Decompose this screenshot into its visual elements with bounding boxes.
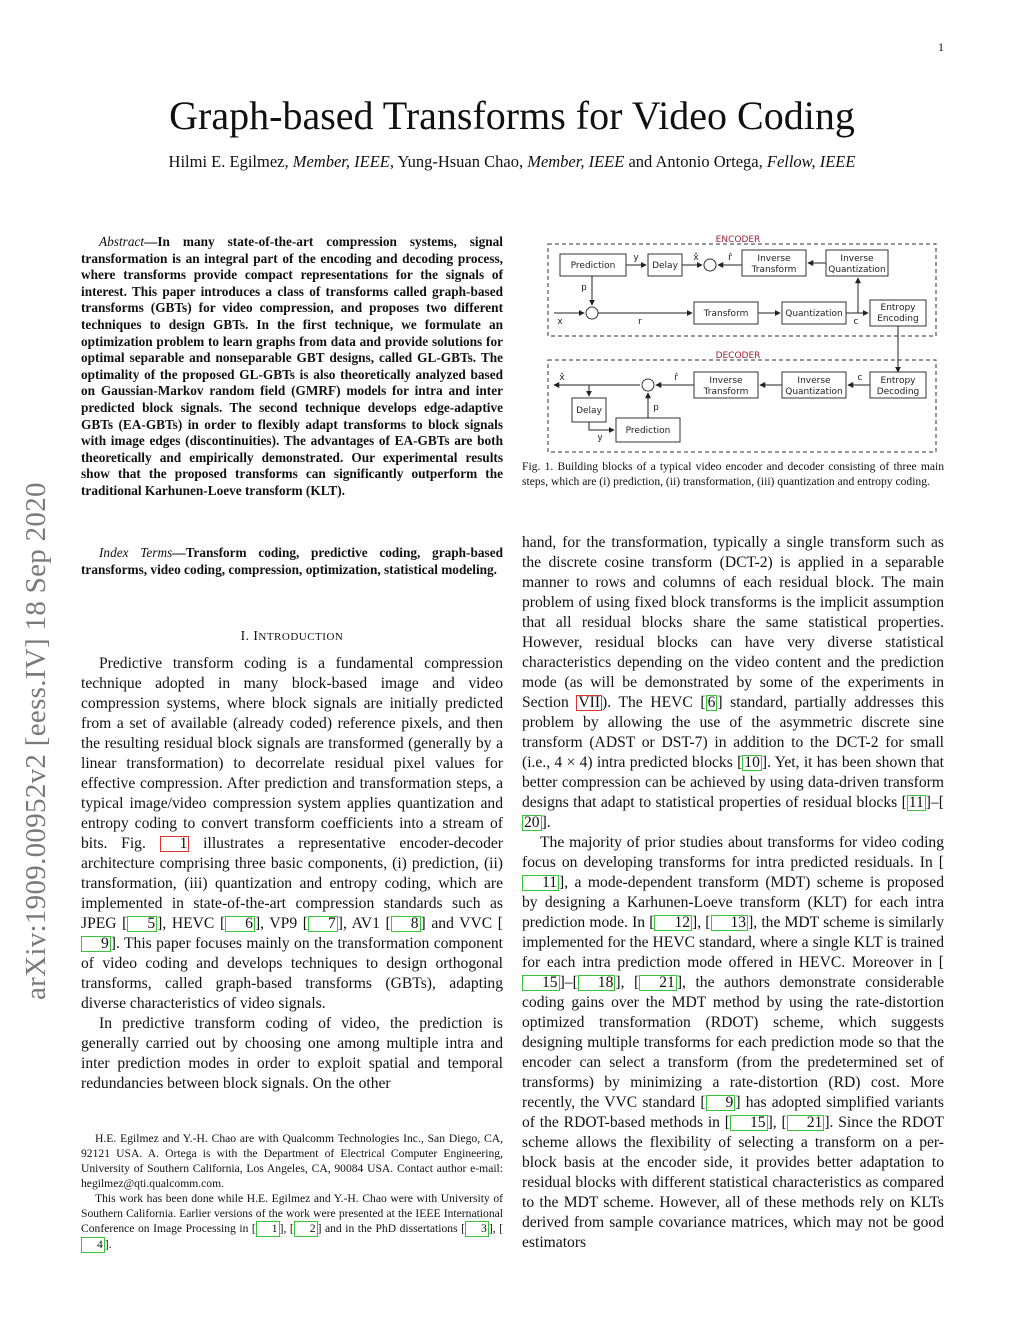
enc-sym-x: x bbox=[557, 317, 563, 327]
footnote bbox=[81, 1131, 503, 1253]
enc-inv-transform-label-1: Inverse bbox=[757, 254, 791, 264]
citation-link[interactable]: 6 bbox=[707, 694, 716, 711]
dec-entropy-label-1: Entropy bbox=[880, 376, 916, 386]
paper-title: Graph-based Transforms for Video Coding bbox=[169, 93, 855, 138]
text-run: , bbox=[772, 1114, 782, 1131]
text-run: has adopted simplified variants of the RDOT-based methods in bbox=[522, 1094, 945, 1131]
enc-prediction-label: Prediction bbox=[570, 261, 616, 271]
footnote-history: This work has been done while H.E. Egilmez and Y.-H. Chao were with University of Southern California. Earlier versions of the work were presented at the IEEE International Conference on Image Processing in [ 1 ], [ 2 ] and in the PhD dissertations [ 3 ], [4 ]. bbox=[81, 1192, 503, 1251]
text-run: . bbox=[108, 1238, 112, 1251]
author-1: Hilmi E. Egilmez, bbox=[168, 152, 289, 171]
citation-link[interactable]: 3 bbox=[465, 1221, 489, 1237]
text-run: , bbox=[492, 1222, 500, 1235]
dec-sym-xhat: x̂ bbox=[559, 373, 565, 383]
dec-entropy-label-2: Decoding bbox=[876, 387, 920, 397]
text-run: , bbox=[697, 914, 706, 931]
enc-inv-transform-label-2: Transform bbox=[751, 265, 797, 275]
right-paragraph-2: The majority of prior studies about transforms for video coding focus on developing transforms for intra predicted residuals. In [11 ], a mode-dependent transform (MDT) scheme is proposed by designing a Karhunen-Loeve transform (KLT) for each intra prediction mode. In [ 12 ], [ 13 ], the MDT scheme is similarly implemented for the HEVC standard, where a single KLT is trained for each intra prediction mode offered in HEVC. Moreover in [15 ]–[ 18 ], [ 21 ], the authors demonstrate considerable coding gains over the MDT method by using the rate-distortion optimized transformation (RDOT) scheme, which suggests designing multiple transforms for each prediction mode so that the encoder can select a transform (from the predetermined set of transforms) by minimizing a rate-distortion (RD) cost. More recently, the VVC standard [ 9 ] has adopted simplified variants of the RDOT-based methods in [ 15 ], [ 21 ]. Since the RDOT scheme allows the flexibility of selecting a transform on a per-block basis at the encoder side, it provides better adaptation to residual blocks with different statistical characteristics as compared to the MDT scheme. However, all of these methods rely on KLTs derived from sample covariance matrices, which may not be good estimators bbox=[522, 834, 945, 1251]
dec-sym-rhat: r̂ bbox=[674, 373, 678, 383]
enc-sym-c: c bbox=[853, 317, 859, 327]
dec-adder bbox=[642, 379, 654, 391]
text-run: and VVC bbox=[425, 915, 498, 932]
dec-inv-quant-label-1: Inverse bbox=[797, 376, 831, 386]
index-terms bbox=[81, 545, 503, 578]
section-numeral: I. I bbox=[240, 628, 259, 643]
section-heading-introduction bbox=[81, 628, 503, 644]
citation-link[interactable]: 15 bbox=[522, 975, 560, 991]
text-run: , bbox=[620, 974, 635, 991]
enc-sym-r: r bbox=[638, 317, 642, 327]
text-run: illustrates a representative encoder-decoder architecture comprising three basic components, (i) prediction, (ii) transformation, (iii) quantization and entropy coding, which are implemented in state-of-the-art compression standards such as JPEG bbox=[81, 835, 503, 932]
citation-link[interactable]: 20 bbox=[524, 814, 540, 831]
dec-sym-c: c bbox=[857, 373, 863, 383]
enc-entropy-label-2: Encoding bbox=[877, 314, 919, 324]
text-run: , bbox=[283, 1222, 290, 1235]
text-run: , the authors demonstrate considerable coding gains over the MDT method by using the rate-distortion optimized transformation (RDOT) scheme, which suggests designing multiple transforms for each prediction mode so that the encoder can select a transform (from the predetermined set of transforms) by minimizing a rate-distortion (RD) cost. More recently, the VVC standard bbox=[522, 974, 945, 1111]
author-3-role: Fellow, IEEE bbox=[766, 152, 856, 171]
figure-caption: Fig. 1. Building blocks of a typical video encoder and decoder consisting of three main steps, which are (i) prediction, (ii) transformation, (iii) quantization and entropy coding. bbox=[522, 460, 944, 488]
citation-link[interactable]: 6 bbox=[225, 916, 255, 932]
intro-paragraph-2: In predictive transform coding of video, the prediction is generally carried out by choosing one among multiple intra and inter prediction modes in order to exploit spatial and temporal redundancies between block signals. On the other bbox=[81, 1015, 503, 1092]
enc-delay-label: Delay bbox=[652, 261, 678, 271]
abstract-text: —In many state-of-the-art compression systems, signal transformation is an integral part of the encoding and decoding process, where transforms provide compact representations for the signals of interest. This paper introduces a class of transforms called graph-based transforms (GBTs) for video compression, and proposes two different techniques to design GBTs. In the first technique, we formulate an optimization problem to learn graphs from data and provide solutions for optimal separable and nonseparable GBT designs, called GL-GBTs. The optimality of the proposed GL-GBTs is also theoretically analyzed based on Gaussian-Markov random field (GMRF) models for intra and inter predicted block signals. The second technique develops edge-adaptive GBTs (EA-GBTs) in order to flexibly adapt transforms to block signals with image edges (discontinuities). The advantages of EA-GBTs are both theoretically and empirically demonstrated. Our experimental results show that the proposed transforms can significantly outperform the traditional Karhunen-Loeve transform (KLT). bbox=[81, 234, 503, 498]
text-run: , a mode-dependent transform (MDT) scheme is proposed by designing a Karhunen-Loeve transform (KLT) for each intra prediction mode. In bbox=[522, 874, 944, 931]
citation-link[interactable]: 4 bbox=[81, 1237, 105, 1253]
dec-arrow-delay-pred bbox=[589, 422, 614, 430]
footnote-affiliation: H.E. Egilmez and Y.-H. Chao are with Qualcomm Technologies Inc., San Diego, CA, 92121 USA. A. Ortega is with the Department of Electrical Computer Engineering, University of Southern California, Los Angeles, CA, 90084 USA. Contact author e-mail: hegilmez@qti.qualcomm.com. bbox=[81, 1132, 503, 1190]
citation-link[interactable]: 10 bbox=[744, 754, 760, 771]
citation-link[interactable]: 5 bbox=[127, 916, 157, 932]
dec-inv-transform-label-1: Inverse bbox=[709, 376, 743, 386]
enc-sym-rhat: r̂ bbox=[728, 253, 732, 263]
enc-quantization-label: Quantization bbox=[785, 309, 843, 319]
citation-link[interactable]: 8 bbox=[391, 916, 421, 932]
index-terms-lead: Index Terms bbox=[99, 545, 173, 560]
encoder-label: ENCODER bbox=[715, 235, 761, 245]
author-1-role: Member, IEEE bbox=[292, 152, 390, 171]
dec-inv-transform-label-2: Transform bbox=[703, 387, 749, 397]
text-run: . bbox=[546, 814, 551, 831]
text-run: standard, partially addresses this problem by allowing the use of the asymmetric discrete sine transform (ADST or DST-7) in addition to the DCT-2 for small (i.e., 4 × 4) intra predicted blocks bbox=[522, 694, 944, 771]
author-2: , Yung-Hsuan Chao, bbox=[389, 152, 524, 171]
citation-link[interactable]: 21 bbox=[787, 1115, 825, 1131]
dec-prediction-label: Prediction bbox=[625, 426, 671, 436]
abstract bbox=[81, 234, 503, 500]
enc-inv-quant-label-1: Inverse bbox=[840, 254, 874, 264]
author-line bbox=[0, 152, 1024, 172]
right-column-body bbox=[522, 533, 944, 1253]
author-2-role: Member, IEEE bbox=[527, 152, 625, 171]
enc-entropy-label-1: Entropy bbox=[880, 303, 916, 313]
enc-adder bbox=[704, 259, 716, 271]
enc-subtractor bbox=[586, 307, 598, 319]
dec-delay-label: Delay bbox=[576, 406, 602, 416]
author-3: and Antonio Ortega, bbox=[628, 152, 763, 171]
enc-inv-quant-label-2: Quantization bbox=[828, 265, 886, 275]
text-run: . Yet, it has been shown that better compression can be achieved by using data-driven transform designs that adapt to statistical properties of residual blocks bbox=[522, 754, 944, 811]
encoder-decoder-diagram bbox=[540, 232, 945, 458]
text-run: This work has been done while H.E. Egilmez and Y.-H. Chao were with University of Southern California. Earlier versions of the work were presented at the IEEE International Conference on Image Processing in bbox=[81, 1192, 503, 1235]
citation-link[interactable]: 11 bbox=[522, 875, 559, 891]
citation-link[interactable]: 7 bbox=[308, 916, 338, 932]
enc-sym-y: y bbox=[633, 253, 639, 263]
section-link[interactable]: VII bbox=[578, 694, 601, 711]
citation-link[interactable]: 12 bbox=[654, 915, 692, 931]
text-run: hand, for the transformation, typically a single transform such as the discrete cosine transform (DCT-2) is applied in a separable manner to rows and columns of each residual block. The main problem of using fixed block transforms is the implicit assumption that all residual blocks share the same statistical properties. However, residual blocks can have very diverse statistical characteristics depending on the video content and the prediction mode (as will be demonstrated by some of the experiments in Section bbox=[522, 534, 944, 711]
text-run: – bbox=[564, 974, 573, 991]
figure-link[interactable]: 1 bbox=[160, 836, 190, 852]
page-number: 1 bbox=[938, 40, 944, 54]
abstract-lead: Abstract bbox=[99, 234, 145, 249]
citation-link[interactable]: 18 bbox=[578, 975, 616, 991]
dec-sym-y: y bbox=[597, 433, 603, 443]
text-run: , VP9 bbox=[260, 915, 303, 932]
decoder-label: DECODER bbox=[715, 351, 761, 361]
arxiv-identifier: arXiv:1909.00952v2 [eess.IV] 18 Sep 2020 bbox=[20, 482, 52, 1000]
text-run: , the MDT scheme is similarly implemented for the HEVC standard, where a single KLT is trained for each intra prediction mode offered in HEVC. Moreover in bbox=[522, 914, 944, 971]
section-title: NTRODUCTION bbox=[258, 631, 344, 643]
enc-sym-p: p bbox=[581, 283, 587, 293]
text-run: . Since the RDOT scheme allows the flexibility of selecting a transform on a per-block basis at the encoder side, it provides better adaptation to residual blocks with different statistical characteristics as compared to the MDT scheme. However, all of these methods rely on KLTs derived from sample covariance matrices, which may not be good estimators bbox=[522, 1114, 944, 1251]
citation-link[interactable]: 21 bbox=[639, 975, 677, 991]
introduction-body bbox=[81, 654, 503, 1094]
text-run: . This paper focuses mainly on the transformation component of video coding and develops techniques to design orthogonal transforms, called graph-based transforms (GBTs), adapting diverse characteristics of video signals. bbox=[81, 935, 503, 1012]
text-run: ). The HEVC bbox=[602, 694, 701, 711]
citation-link[interactable]: 9 bbox=[706, 1095, 736, 1111]
text-run: The majority of prior studies about transforms for video coding focus on developing transforms for intra predicted residuals. In bbox=[522, 834, 944, 871]
citation-link[interactable]: 1 bbox=[256, 1221, 280, 1237]
citation-link[interactable]: 9 bbox=[81, 936, 111, 952]
text-run: Predictive transform coding is a fundamental compression technique adopted in many block-based image and video compression systems, where block signals are initially predicted from a set of available (already coded) reference pixels, and then the resulting residual block signals are transformed (generally by a linear transformation) to decorrelate residual pixel values for effective compression. After prediction and transformation steps, a typical image/video compression system applies quantization and entropy coding to convert transform coefficients into a stream of bits. Fig. bbox=[81, 655, 503, 852]
text-run: and in the PhD dissertations bbox=[321, 1222, 462, 1235]
citation-link[interactable]: 15 bbox=[730, 1115, 768, 1131]
text-run: – bbox=[931, 794, 939, 811]
right-paragraph-1: hand, for the transformation, typically a single transform such as the discrete cosine transform (DCT-2) is applied in a separable manner to rows and columns of each residual block. The main problem of using fixed block transforms is the implicit assumption that all residual blocks share the same statistical properties. However, residual blocks can have very diverse statistical characteristics depending on the video content and the prediction mode (as will be demonstrated by some of the experiments in Section VII ). The HEVC [ 6 ] standard, partially addresses this problem by allowing the use of the asymmetric discrete sine transform (ADST or DST-7) in addition to the DCT-2 for small (i.e., 4 × 4) intra predicted blocks [ 10 ]. Yet, it has been shown that better compression can be achieved by using data-driven transform designs that adapt to statistical properties of residual blocks [ 11 ]–[20 ]. bbox=[522, 534, 944, 831]
citation-link[interactable]: 2 bbox=[294, 1221, 318, 1237]
text-run: , AV1 bbox=[342, 915, 386, 932]
enc-sym-xhat: x̂ bbox=[693, 253, 699, 263]
enc-transform-label: Transform bbox=[703, 309, 749, 319]
citation-link[interactable]: 11 bbox=[908, 794, 924, 811]
index-terms-text: —Transform coding, predictive coding, graph-based transforms, video coding, compression, optimization, statistical modeling. bbox=[81, 545, 503, 577]
dec-inv-quant-label-2: Quantization bbox=[785, 387, 843, 397]
citation-link[interactable]: 13 bbox=[711, 915, 749, 931]
dec-sym-p: p bbox=[653, 403, 659, 413]
text-run: , HEVC bbox=[162, 915, 220, 932]
intro-paragraph-1: Predictive transform coding is a fundamental compression technique adopted in many block-based image and video compression systems, where block signals are initially predicted from a set of available (already coded) reference pixels, and then the resulting residual block signals are transformed (generally by a linear transformation) to decorrelate residual pixel values for effective compression. After prediction and transformation steps, a typical image/video compression system applies quantization and entropy coding to convert transform coefficients into a stream of bits. Fig. 1 illustrates a representative encoder-decoder architecture comprising three basic components, (i) prediction, (ii) transformation, (iii) quantization and entropy coding, which are implemented in state-of-the-art compression standards such as JPEG [ 5 ], HEVC [ 6 ], VP9 [ 7 ], AV1 [ 8 ] and VVC [9 ]. This paper focuses mainly on the transformation component of video coding and develops techniques to design orthogonal transforms, called graph-based transforms (GBTs), adapting diverse characteristics of video signals. bbox=[81, 655, 503, 1012]
